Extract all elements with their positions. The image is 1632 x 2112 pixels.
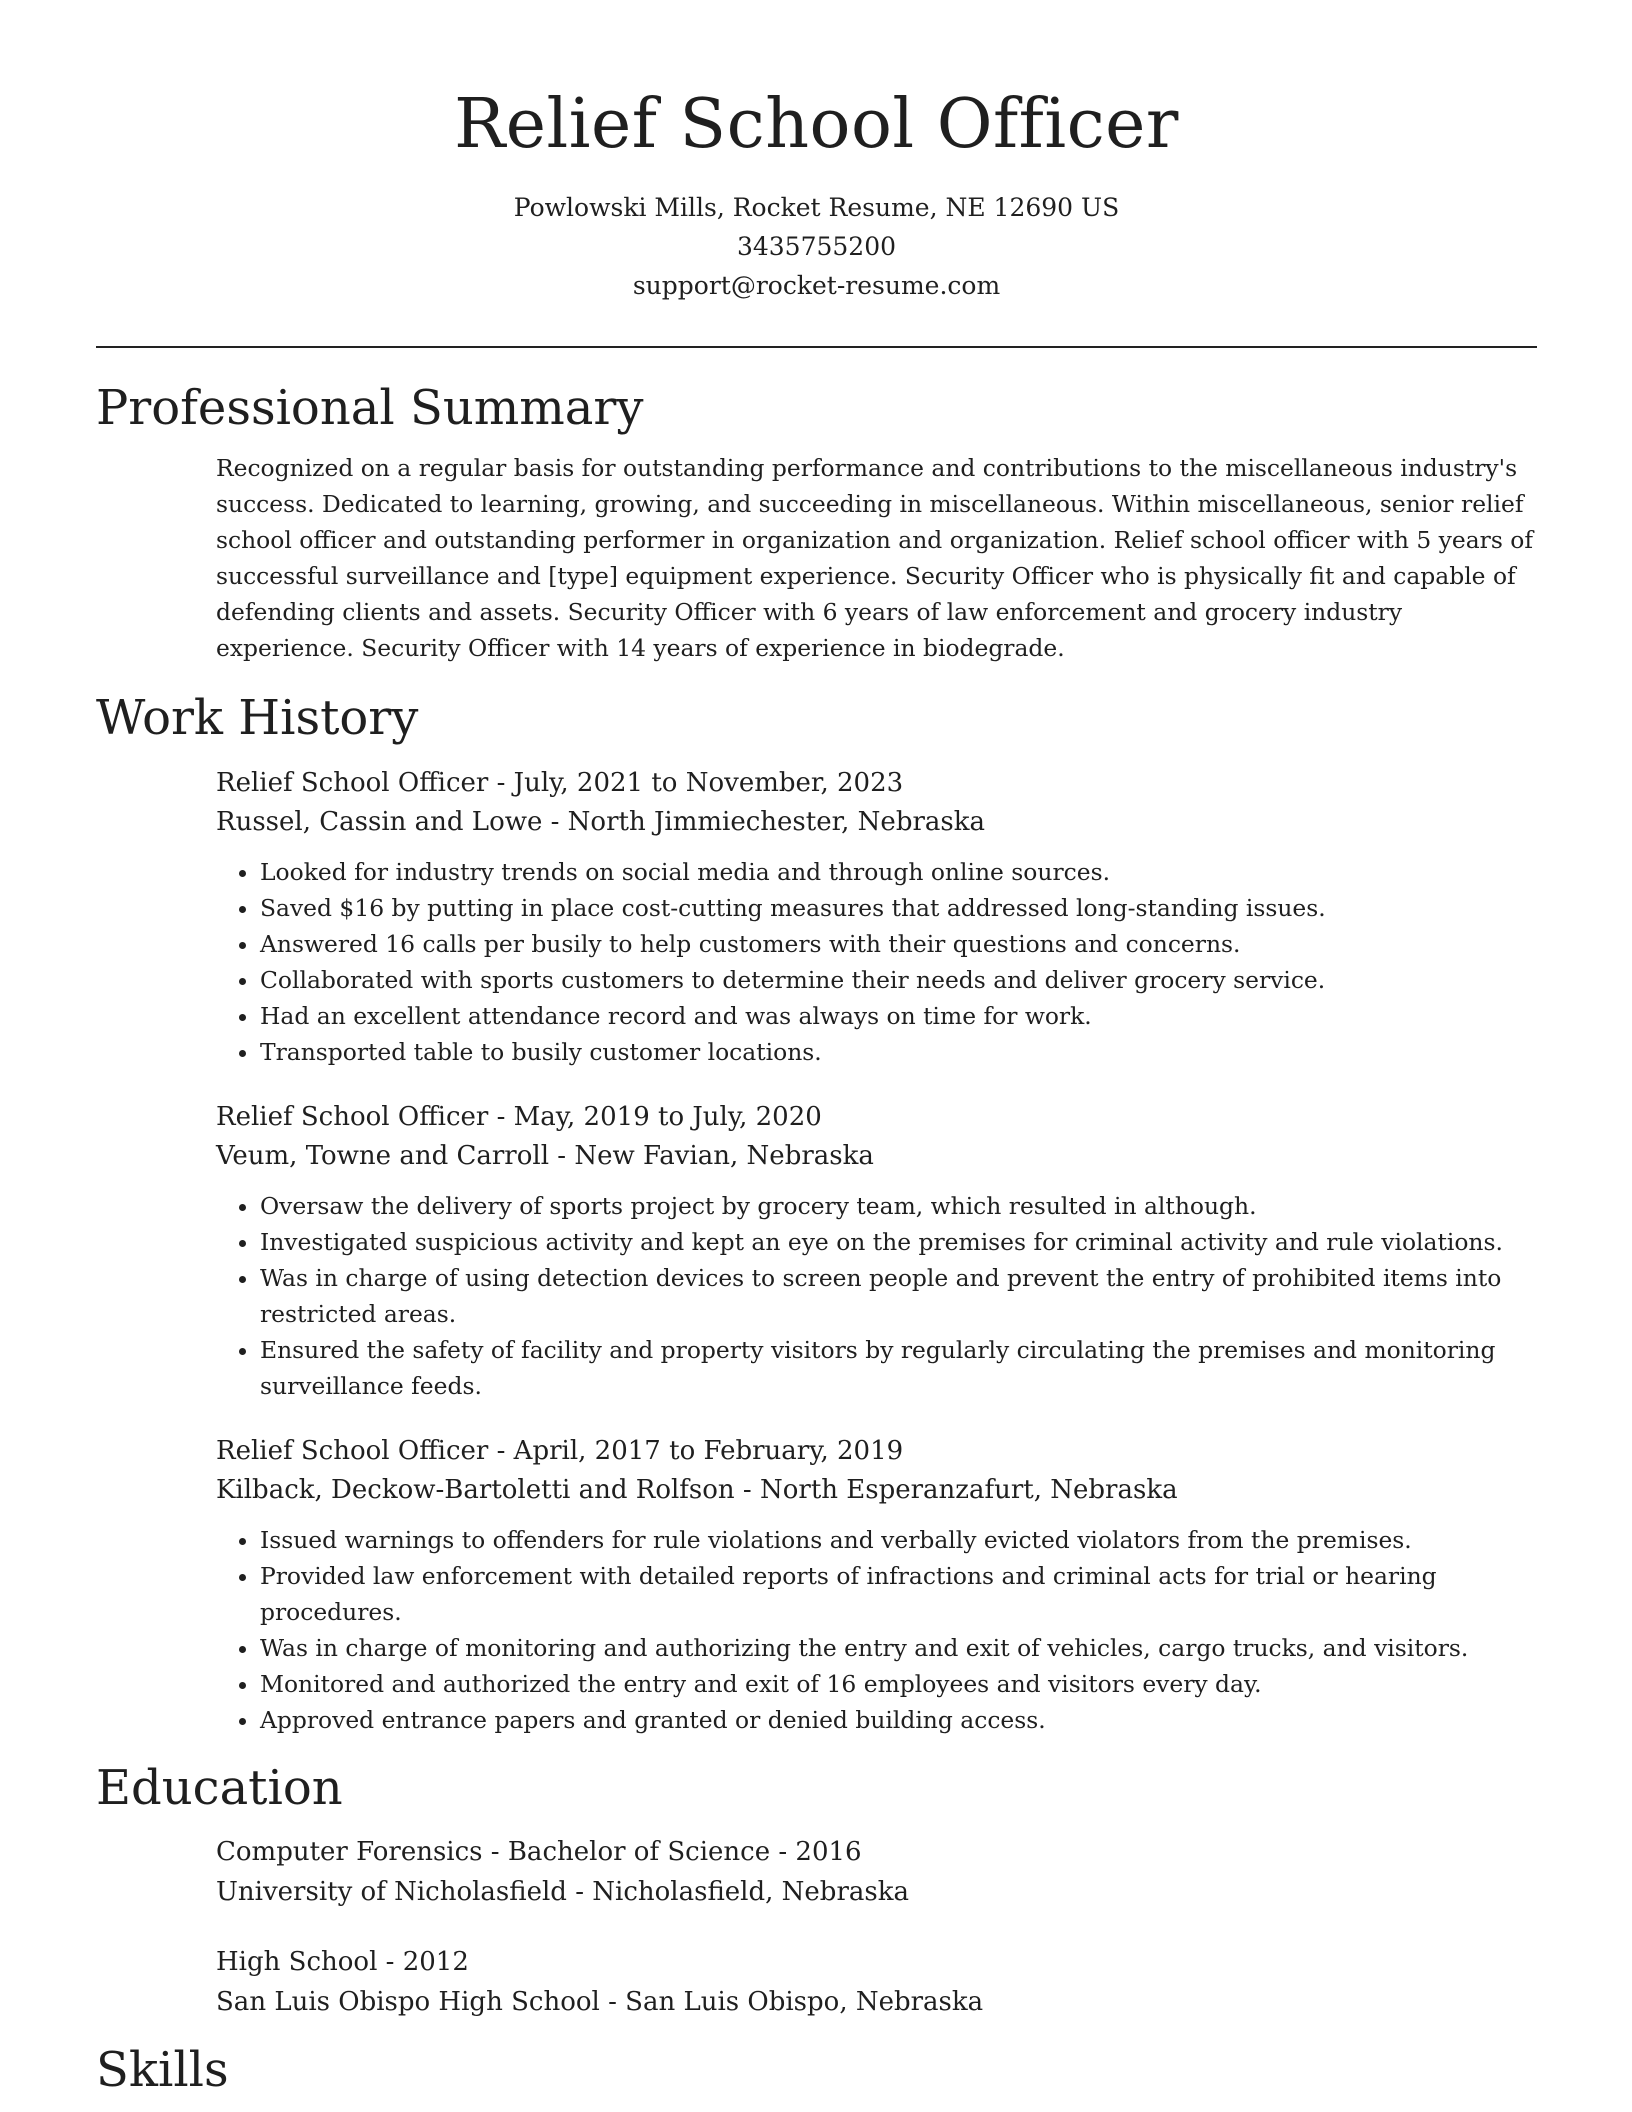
job-bullet: • Was in charge of using detection devices to screen people and prevent the entry of prohibited items into restricted areas. — [260, 1260, 1537, 1332]
education-degree: Computer Forensics — [216, 1837, 483, 1867]
job-company: Veum, Towne and Carroll — [216, 1141, 550, 1171]
job-bullet: • Provided law enforcement with detailed reports of infractions and criminal acts for trial or hearing procedures. — [260, 1558, 1537, 1630]
job-bullets — [216, 854, 1537, 1070]
email-text: support@rocket-resume.com — [632, 271, 1001, 300]
job-dates: - May, 2019 to July, 2020 — [488, 1102, 822, 1132]
education-location: - Nicholasfield, Nebraska — [566, 1877, 909, 1907]
education-degree: High School — [216, 1947, 378, 1977]
job-bullet: • Approved entrance papers and granted or denied building access. — [260, 1702, 1537, 1738]
job-location: - North Jimmiechester, Nebraska — [542, 807, 985, 837]
job-dates: - April, 2017 to February, 2019 — [488, 1436, 904, 1466]
job-bullet: • Had an excellent attendance record and was always on time for work. — [260, 998, 1537, 1034]
job-bullet: • Ensured the safety of facility and property visitors by regularly circulating the premises and monitoring surveillance feeds. — [260, 1332, 1537, 1404]
job-bullet: • Investigated suspicious activity and kept an eye on the premises for criminal activity and rule violations. — [260, 1224, 1537, 1260]
education-degree-line — [216, 1942, 1537, 1982]
summary-heading: Professional Summary — [96, 380, 644, 436]
contact-block — [96, 188, 1537, 305]
education-school-line — [216, 1872, 1537, 1912]
address-text: Powlowski Mills, Rocket Resume, NE 12690 US — [513, 193, 1120, 222]
education-entry — [216, 1942, 1537, 2022]
job-bullet: • Oversaw the delivery of sports project by grocery team, which resulted in although. — [260, 1188, 1537, 1224]
job-company-line — [216, 1137, 1537, 1176]
summary-text: Recognized on a regular basis for outstanding performance and contributions to the miscellaneous industry's success. Dedicated to learning, growing, and succeeding in miscellaneous. Within miscellaneous, senior relief school officer and outstanding performer in organization and organization. Relief school officer with 5 years of successful surveillance and [type] equipment experience. Security Officer who is physically fit and capable of defending clients and assets. Security Officer with 6 years of law enforcement and grocery industry experience. Security Officer with 14 years of experience in biodegrade. — [216, 454, 1534, 662]
resume-page — [96, 0, 1537, 2112]
job-title-line — [216, 1098, 1537, 1137]
job-bullet: • Looked for industry trends on social media and through online sources. — [260, 854, 1537, 890]
job-bullet: • Saved $16 by putting in place cost-cutting measures that addressed long-standing issues. — [260, 890, 1537, 926]
job-location: - New Favian, Nebraska — [549, 1141, 874, 1171]
job-bullet: • Answered 16 calls per busily to help customers with their questions and concerns. — [260, 926, 1537, 962]
job-title-line — [216, 764, 1537, 803]
job-entry — [216, 764, 1537, 1070]
job-company-line — [216, 1471, 1537, 1510]
job-bullet: • Was in charge of monitoring and authorizing the entry and exit of vehicles, cargo trucks, and visitors. — [260, 1630, 1537, 1666]
phone-text: 3435755200 — [736, 232, 897, 261]
job-company-line — [216, 803, 1537, 842]
education-details: - 2012 — [377, 1947, 469, 1977]
education-school: University of Nicholasfield — [216, 1877, 567, 1907]
education-details: - Bachelor of Science - 2016 — [482, 1837, 862, 1867]
job-title-line — [216, 1432, 1537, 1471]
job-bullet: • Issued warnings to offenders for rule violations and verbally evicted violators from the premises. — [260, 1522, 1537, 1558]
education-school-line — [216, 1982, 1537, 2022]
job-bullet: • Monitored and authorized the entry and exit of 16 employees and visitors every day. — [260, 1666, 1537, 1702]
job-bullet: • Transported table to busily customer locations. — [260, 1034, 1537, 1070]
header-divider — [96, 346, 1537, 348]
job-bullets — [216, 1188, 1537, 1404]
education-heading: Education — [96, 1760, 343, 1816]
job-company: Kilback, Deckow-Bartoletti and Rolfson — [216, 1475, 735, 1505]
education-school: San Luis Obispo High School — [216, 1987, 600, 2017]
job-title: Relief School Officer — [216, 1102, 489, 1132]
job-title: Relief School Officer — [216, 1436, 489, 1466]
job-bullets — [216, 1522, 1537, 1738]
job-company: Russel, Cassin and Lowe — [216, 807, 543, 837]
work-history-heading: Work History — [96, 690, 419, 746]
job-dates: - July, 2021 to November, 2023 — [488, 768, 904, 798]
job-location: - North Esperanzafurt, Nebraska — [734, 1475, 1178, 1505]
education-entry — [216, 1832, 1537, 1912]
job-title: Relief School Officer — [216, 768, 489, 798]
job-entry — [216, 1432, 1537, 1738]
job-entry — [216, 1098, 1537, 1404]
education-location: - San Luis Obispo, Nebraska — [599, 1987, 984, 2017]
education-degree-line — [216, 1832, 1537, 1872]
candidate-name: Relief School Officer — [454, 85, 1179, 164]
skills-heading: Skills — [96, 2042, 229, 2098]
job-bullet: • Collaborated with sports customers to determine their needs and deliver grocery service. — [260, 962, 1537, 998]
